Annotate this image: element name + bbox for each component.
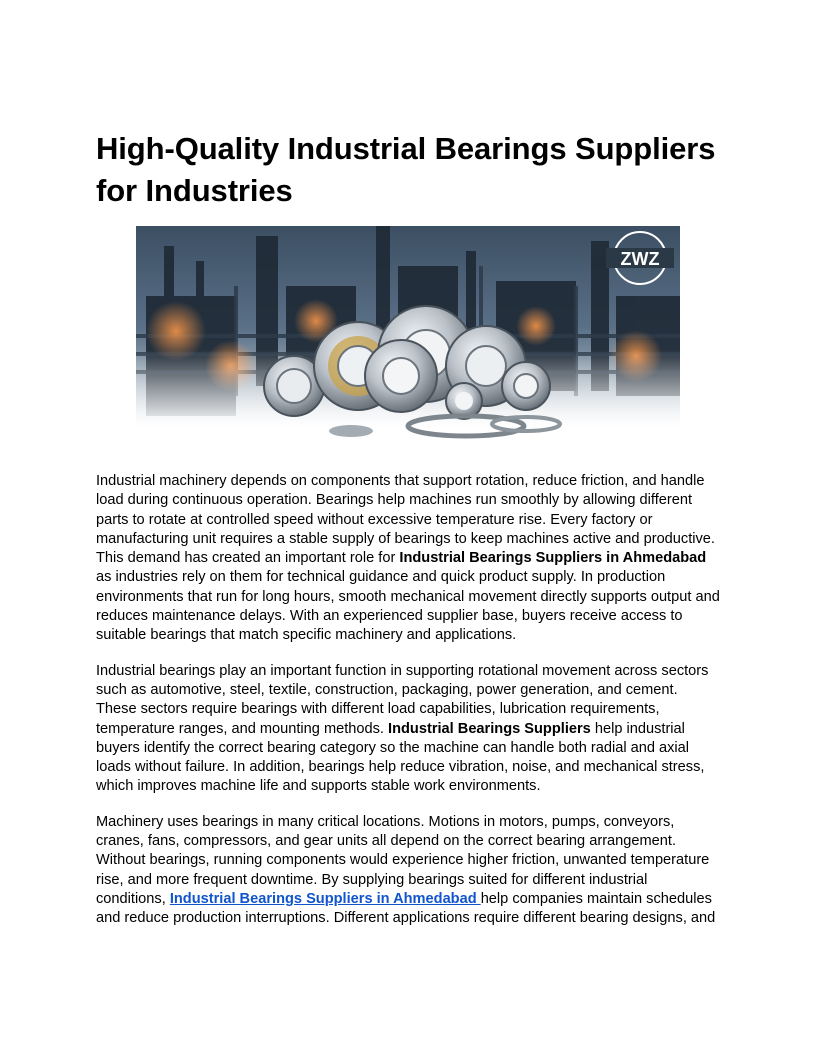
suppliers-ahmedabad-link[interactable]: Industrial Bearings Suppliers in Ahmedabad (169, 890, 481, 907)
paragraph-3-text-a: Machinery uses bearings in many critical locations. Motions in motors, pumps, conveyors, cranes, fans, compressors, and gear units all depend on the correct bearing arrangement. Without bearings, running components would experience higher friction, unwanted temperature rise, and more frequent downtime. By supplying bearings suited for different industrial conditions, (96, 813, 710, 907)
hero-image (136, 226, 680, 451)
svg-text:ZWZ: ZWZ (620, 249, 660, 269)
paragraph-2-text-a: Industrial bearings play an important function in supporting rotational movement across sectors such as automotive, steel, textile, construction, packaging, power generation, and cement. These sectors require bearings with different load capabilities, lubrication requirements, temperature ranges, and mounting methods. (96, 662, 709, 737)
paragraph-1-text-a: Industrial machinery depends on components that support rotation, reduce friction, and handle load during continuous operation. Bearings help machines run smoothly by allowing different parts to rotate at controlled speed without excessive temperature rise. Every factory or manufacturing unit requires a stable supply of bearings to keep machines active and productive. This demand has created an important role for (96, 473, 715, 567)
document-page (96, 128, 720, 929)
paragraph-1-text-b: as industries rely on them for technical guidance and quick product supply. In production environments that run for long hours, smooth mechanical movement directly supports output and reduces maintenance delays. With an experienced supplier base, buyers receive access to suitable bearings that match specific machinery and applications. (96, 569, 720, 644)
paragraph-3 (96, 813, 720, 929)
paragraph-2 (96, 662, 720, 797)
paragraph-1-bold: Industrial Bearings Suppliers in Ahmedabad (399, 550, 707, 567)
paragraph-1 (96, 472, 720, 646)
paragraph-2-bold: Industrial Bearings Suppliers (388, 720, 591, 737)
industrial-bearings-photo-icon (136, 226, 680, 451)
paragraph-3-text-b: help companies maintain schedules and reduce production interruptions. Different applications require different bearing designs, and (96, 890, 716, 927)
paragraph-2-text-b: help industrial buyers identify the correct bearing category so the machine can handle both radial and axial loads without failure. In addition, bearings help reduce vibration, noise, and mechanical stress, which improves machine life and supports stable work environments. (96, 720, 705, 795)
document-title: High-Quality Industrial Bearings Suppliers for Industries (96, 131, 716, 208)
